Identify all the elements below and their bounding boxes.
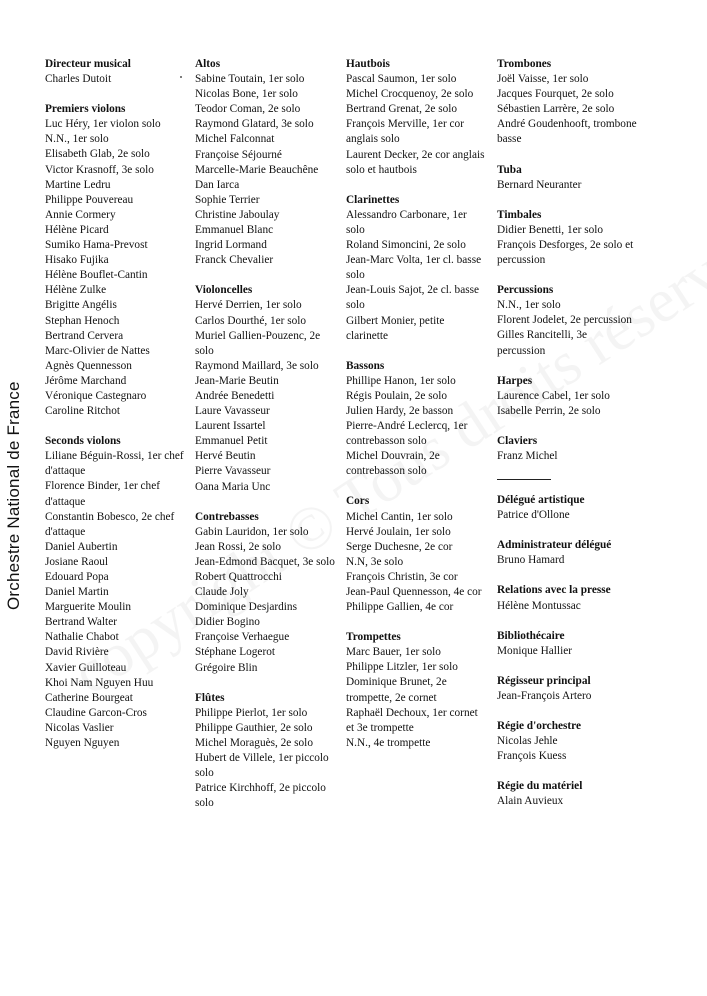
member-line: Didier Benetti, 1er solo <box>497 223 604 236</box>
member-line: Hélène Bouflet-Cantin <box>45 269 148 282</box>
member-line: Brigitte Angélis <box>45 299 117 312</box>
member-line: Hervé Joulain, 1er solo <box>346 525 451 538</box>
member-line: Jacques Fourquet, 2e solo <box>497 88 614 101</box>
member-line: N.N., 1er solo <box>45 133 109 146</box>
section-heading: Claviers <box>497 434 538 447</box>
member-line: Didier Bogino <box>195 616 260 629</box>
member-line: Jean-Paul Quennesson, 4e cor <box>346 586 482 598</box>
member-line: Alessandro Carbonare, 1er solo <box>346 208 467 236</box>
member-line: Christine Jaboulay <box>195 208 280 221</box>
member-line: Joël Vaisse, 1er solo <box>497 73 589 86</box>
member-line: Pierre Vavasseur <box>195 465 271 478</box>
member-line: Hélène Picard <box>45 223 109 236</box>
member-line: Dan Iarca <box>195 178 240 191</box>
section <box>346 630 488 751</box>
member-line: Françoise Verhaegue <box>195 631 290 644</box>
section-heading: Bibliothécaire <box>497 629 565 642</box>
column-1 <box>45 57 185 766</box>
member-line: Jean-Marc Volta, 1er cl. basse solo <box>346 254 482 282</box>
member-line: Jérôme Marchand <box>45 374 127 387</box>
member-line: Laurent Decker, 2e cor anglais solo et hautbois <box>346 148 485 176</box>
member-line: Grégoire Blin <box>195 661 258 674</box>
section <box>497 719 637 764</box>
member-line: Daniel Aubertin <box>45 540 118 553</box>
member-line: Marcelle-Marie Beauchêne <box>195 163 319 176</box>
section-heading: Percussions <box>497 284 554 297</box>
section <box>497 208 637 268</box>
section-heading: Seconds violons <box>45 435 121 448</box>
section <box>195 57 335 268</box>
member-line: Nguyen Nguyen <box>45 737 120 750</box>
member-line: Annie Cormery <box>45 208 116 221</box>
section-heading: Régie du matériel <box>497 780 583 793</box>
section <box>497 629 637 659</box>
section <box>497 57 637 148</box>
section <box>497 779 637 809</box>
member-line: Philippe Gauthier, 2e solo <box>195 721 313 734</box>
member-line: Bertrand Walter <box>45 616 117 629</box>
member-line: Khoi Nam Nguyen Huu <box>45 676 154 689</box>
section <box>195 510 335 676</box>
section-heading: Régie d'orchestre <box>497 720 581 732</box>
section <box>346 494 488 615</box>
section <box>195 283 335 494</box>
column-3 <box>346 57 488 766</box>
member-line: Marguerite Moulin <box>45 601 132 614</box>
member-line: Pascal Saumon, 1er solo <box>346 73 457 86</box>
member-line: Raymond Maillard, 3e solo <box>195 359 319 372</box>
member-line: Patrice d'Ollone <box>497 509 570 522</box>
member-line: Bruno Hamard <box>497 554 565 567</box>
member-line: Laurence Cabel, 1er solo <box>497 389 610 402</box>
section-heading: Violoncelles <box>195 284 253 297</box>
member-line: Michel Crocquenoy, 2e solo <box>346 88 474 101</box>
member-line: Josiane Raoul <box>45 555 109 568</box>
member-line: Jean-Edmond Bacquet, 3e solo <box>195 555 335 568</box>
member-line: Andrée Benedetti <box>195 389 275 402</box>
section-heading: Directeur musical <box>45 58 131 70</box>
section-heading: Administrateur délégué <box>497 539 612 552</box>
member-line: Luc Héry, 1er violon solo <box>45 118 161 131</box>
section <box>346 193 488 344</box>
section <box>346 57 488 178</box>
member-line: Serge Duchesne, 2e cor <box>346 540 453 553</box>
section <box>45 102 185 419</box>
member-line: Stephan Henoch <box>45 314 120 327</box>
member-line: Raymond Glatard, 3e solo <box>195 118 314 131</box>
section-heading: Contrebasses <box>195 510 259 523</box>
member-line: Victor Krasnoff, 3e solo <box>45 163 154 176</box>
member-line: Jean Rossi, 2e solo <box>195 540 281 553</box>
member-line: Françoise Séjourné <box>195 148 282 161</box>
member-line: Julien Hardy, 2e basson <box>346 404 454 417</box>
section <box>497 493 637 523</box>
member-line: Caroline Ritchot <box>45 405 120 418</box>
member-line: N.N, 3e solo <box>346 555 404 568</box>
member-line: Pierre-André Leclercq, 1er contrebasson solo <box>346 420 468 448</box>
member-line: Oana Maria Unc <box>195 480 271 493</box>
section-heading: Régisseur principal <box>497 674 591 687</box>
member-line: Philippe Pierlot, 1er solo <box>195 706 308 719</box>
member-line: Xavier Guilloteau <box>45 661 127 674</box>
member-line: Franz Michel <box>497 449 558 462</box>
member-line: Edouard Popa <box>45 571 109 583</box>
member-line: Michel Moraguès, 2e solo <box>195 736 313 749</box>
section <box>195 691 335 812</box>
member-line: Stéphane Logerot <box>195 646 275 659</box>
member-line: Franck Chevalier <box>195 254 274 267</box>
section-heading: Clarinettes <box>346 193 400 206</box>
member-line: Isabelle Perrin, 2e solo <box>497 404 601 417</box>
member-line: Laure Vavasseur <box>195 405 270 418</box>
member-line: N.N., 1er solo <box>497 299 561 312</box>
member-line: Véronique Castegnaro <box>45 389 147 402</box>
orchestra-side-title: Orchestre National de France <box>4 381 23 610</box>
member-line: André Goudenhooft, trombone basse <box>497 118 637 146</box>
member-line: Régis Poulain, 2e solo <box>346 389 448 402</box>
member-line: Liliane Béguin-Rossi, 1er chef d'attaque <box>45 450 184 478</box>
member-line: Emmanuel Blanc <box>195 224 274 237</box>
member-line: Charles Dutoit <box>45 73 112 86</box>
section-heading: Relations avec la presse <box>497 584 611 597</box>
section <box>497 374 637 419</box>
member-line: Elisabeth Glab, 2e solo <box>45 148 150 161</box>
member-line: Jean-François Artero <box>497 689 592 702</box>
member-line: Dominique Brunet, 2e trompette, 2e cornet <box>346 676 447 704</box>
section-heading: Trombones <box>497 58 552 70</box>
member-line: Martine Ledru <box>45 178 111 191</box>
member-line: Hélène Zulke <box>45 284 107 297</box>
member-line: Nicolas Jehle <box>497 735 558 748</box>
member-line: Daniel Martin <box>45 586 109 599</box>
column-2 <box>195 57 335 826</box>
member-line: Hubert de Villele, 1er piccolo solo <box>195 752 329 780</box>
section <box>497 538 637 568</box>
member-line: Bertrand Grenat, 2e solo <box>346 103 458 116</box>
member-line: Sophie Terrier <box>195 193 260 206</box>
member-line: Robert Quattrocchi <box>195 571 282 583</box>
member-line: Hisako Fujika <box>45 254 109 267</box>
section-heading: Altos <box>195 58 221 70</box>
member-line: Jean-Louis Sajot, 2e cl. basse solo <box>346 284 480 312</box>
member-line: Carlos Dourthé, 1er solo <box>195 314 307 327</box>
section <box>497 283 637 358</box>
section-heading: Timbales <box>497 208 542 221</box>
section-heading: Premiers violons <box>45 103 126 116</box>
section-heading: Flûtes <box>195 691 225 704</box>
member-line: Gilbert Monier, petite clarinette <box>346 314 445 342</box>
section-heading: Hautbois <box>346 58 390 70</box>
member-line: François Desforges, 2e solo et percussion <box>497 238 634 267</box>
member-line: Sabine Toutain, 1er solo <box>195 73 305 86</box>
member-line: Bertrand Cervera <box>45 329 124 342</box>
member-line: Nicolas Vaslier <box>45 721 114 734</box>
member-line: Ingrid Lormand <box>195 239 267 252</box>
member-line: Agnès Quennesson <box>45 359 132 372</box>
member-line: Jean-Marie Beutin <box>195 374 279 387</box>
section-heading: Trompettes <box>346 631 401 644</box>
member-line: David Rivière <box>45 646 109 659</box>
member-line: Constantin Bobesco, 2e chef d'attaque <box>45 510 175 538</box>
section-heading: Cors <box>346 495 370 508</box>
member-line: Dominique Desjardins <box>195 601 297 614</box>
member-line: Nicolas Bone, 1er solo <box>195 88 298 101</box>
member-line: Teodor Coman, 2e solo <box>195 103 301 116</box>
member-line: Muriel Gallien-Pouzenc, 2e solo <box>195 329 321 357</box>
member-line: Marc Bauer, 1er solo <box>346 646 441 659</box>
section-heading: Harpes <box>497 374 533 387</box>
member-line: Hervé Beutin <box>195 450 256 463</box>
section <box>346 359 488 480</box>
section-divider <box>497 479 551 480</box>
section-heading: Délégué artistique <box>497 494 585 507</box>
section-heading: Bassons <box>346 359 385 372</box>
member-line: Phillipe Hanon, 1er solo <box>346 374 456 387</box>
member-line: Bernard Neuranter <box>497 178 582 191</box>
member-line: Gilles Rancitelli, 3e percussion <box>497 329 588 357</box>
section <box>45 434 185 751</box>
member-line: Catherine Bourgeat <box>45 691 133 704</box>
member-line: François Merville, 1er cor anglais solo <box>346 118 464 146</box>
member-line: François Kuess <box>497 750 567 763</box>
member-line: Florent Jodelet, 2e percussion <box>497 314 632 327</box>
member-line: Hervé Derrien, 1er solo <box>195 299 302 312</box>
member-line: Emmanuel Petit <box>195 435 268 448</box>
section <box>497 674 637 704</box>
member-line: Florence Binder, 1er chef d'attaque <box>45 480 160 508</box>
member-line: Philippe Pouvereau <box>45 193 134 206</box>
member-line: Patrice Kirchhoff, 2e piccolo solo <box>195 782 326 810</box>
column-4 <box>497 57 637 824</box>
member-line: Roland Simoncini, 2e solo <box>346 239 466 252</box>
member-line: Nathalie Chabot <box>45 631 119 644</box>
member-line: François Christin, 3e cor <box>346 570 458 583</box>
member-line: Sébastien Larrère, 2e solo <box>497 103 615 116</box>
member-line: N.N., 4e trompette <box>346 736 431 749</box>
section <box>45 57 185 87</box>
member-line: Michel Douvrain, 2e contrebasson solo <box>346 450 440 478</box>
member-line: Gabin Lauridon, 1er solo <box>195 525 309 538</box>
member-line: Philippe Litzler, 1er solo <box>346 661 458 674</box>
member-line: Monique Hallier <box>497 644 572 657</box>
member-line: Hélène Montussac <box>497 599 581 612</box>
member-line: Michel Cantin, 1er solo <box>346 510 453 523</box>
member-line: Marc-Olivier de Nattes <box>45 344 150 357</box>
member-line: Laurent Issartel <box>195 420 266 433</box>
section <box>497 434 637 464</box>
member-line: Alain Auvieux <box>497 795 564 808</box>
section <box>497 163 637 193</box>
member-line: Sumiko Hama-Prevost <box>45 239 148 252</box>
member-line: Claude Joly <box>195 586 249 599</box>
section-heading: Tuba <box>497 163 522 176</box>
section <box>497 583 637 613</box>
member-line: Raphaël Dechoux, 1er cornet et 3e trompette <box>346 706 478 734</box>
member-line: Claudine Garcon-Cros <box>45 706 147 719</box>
member-line: Philippe Gallien, 4e cor <box>346 601 454 614</box>
member-line: Michel Falconnat <box>195 133 275 146</box>
